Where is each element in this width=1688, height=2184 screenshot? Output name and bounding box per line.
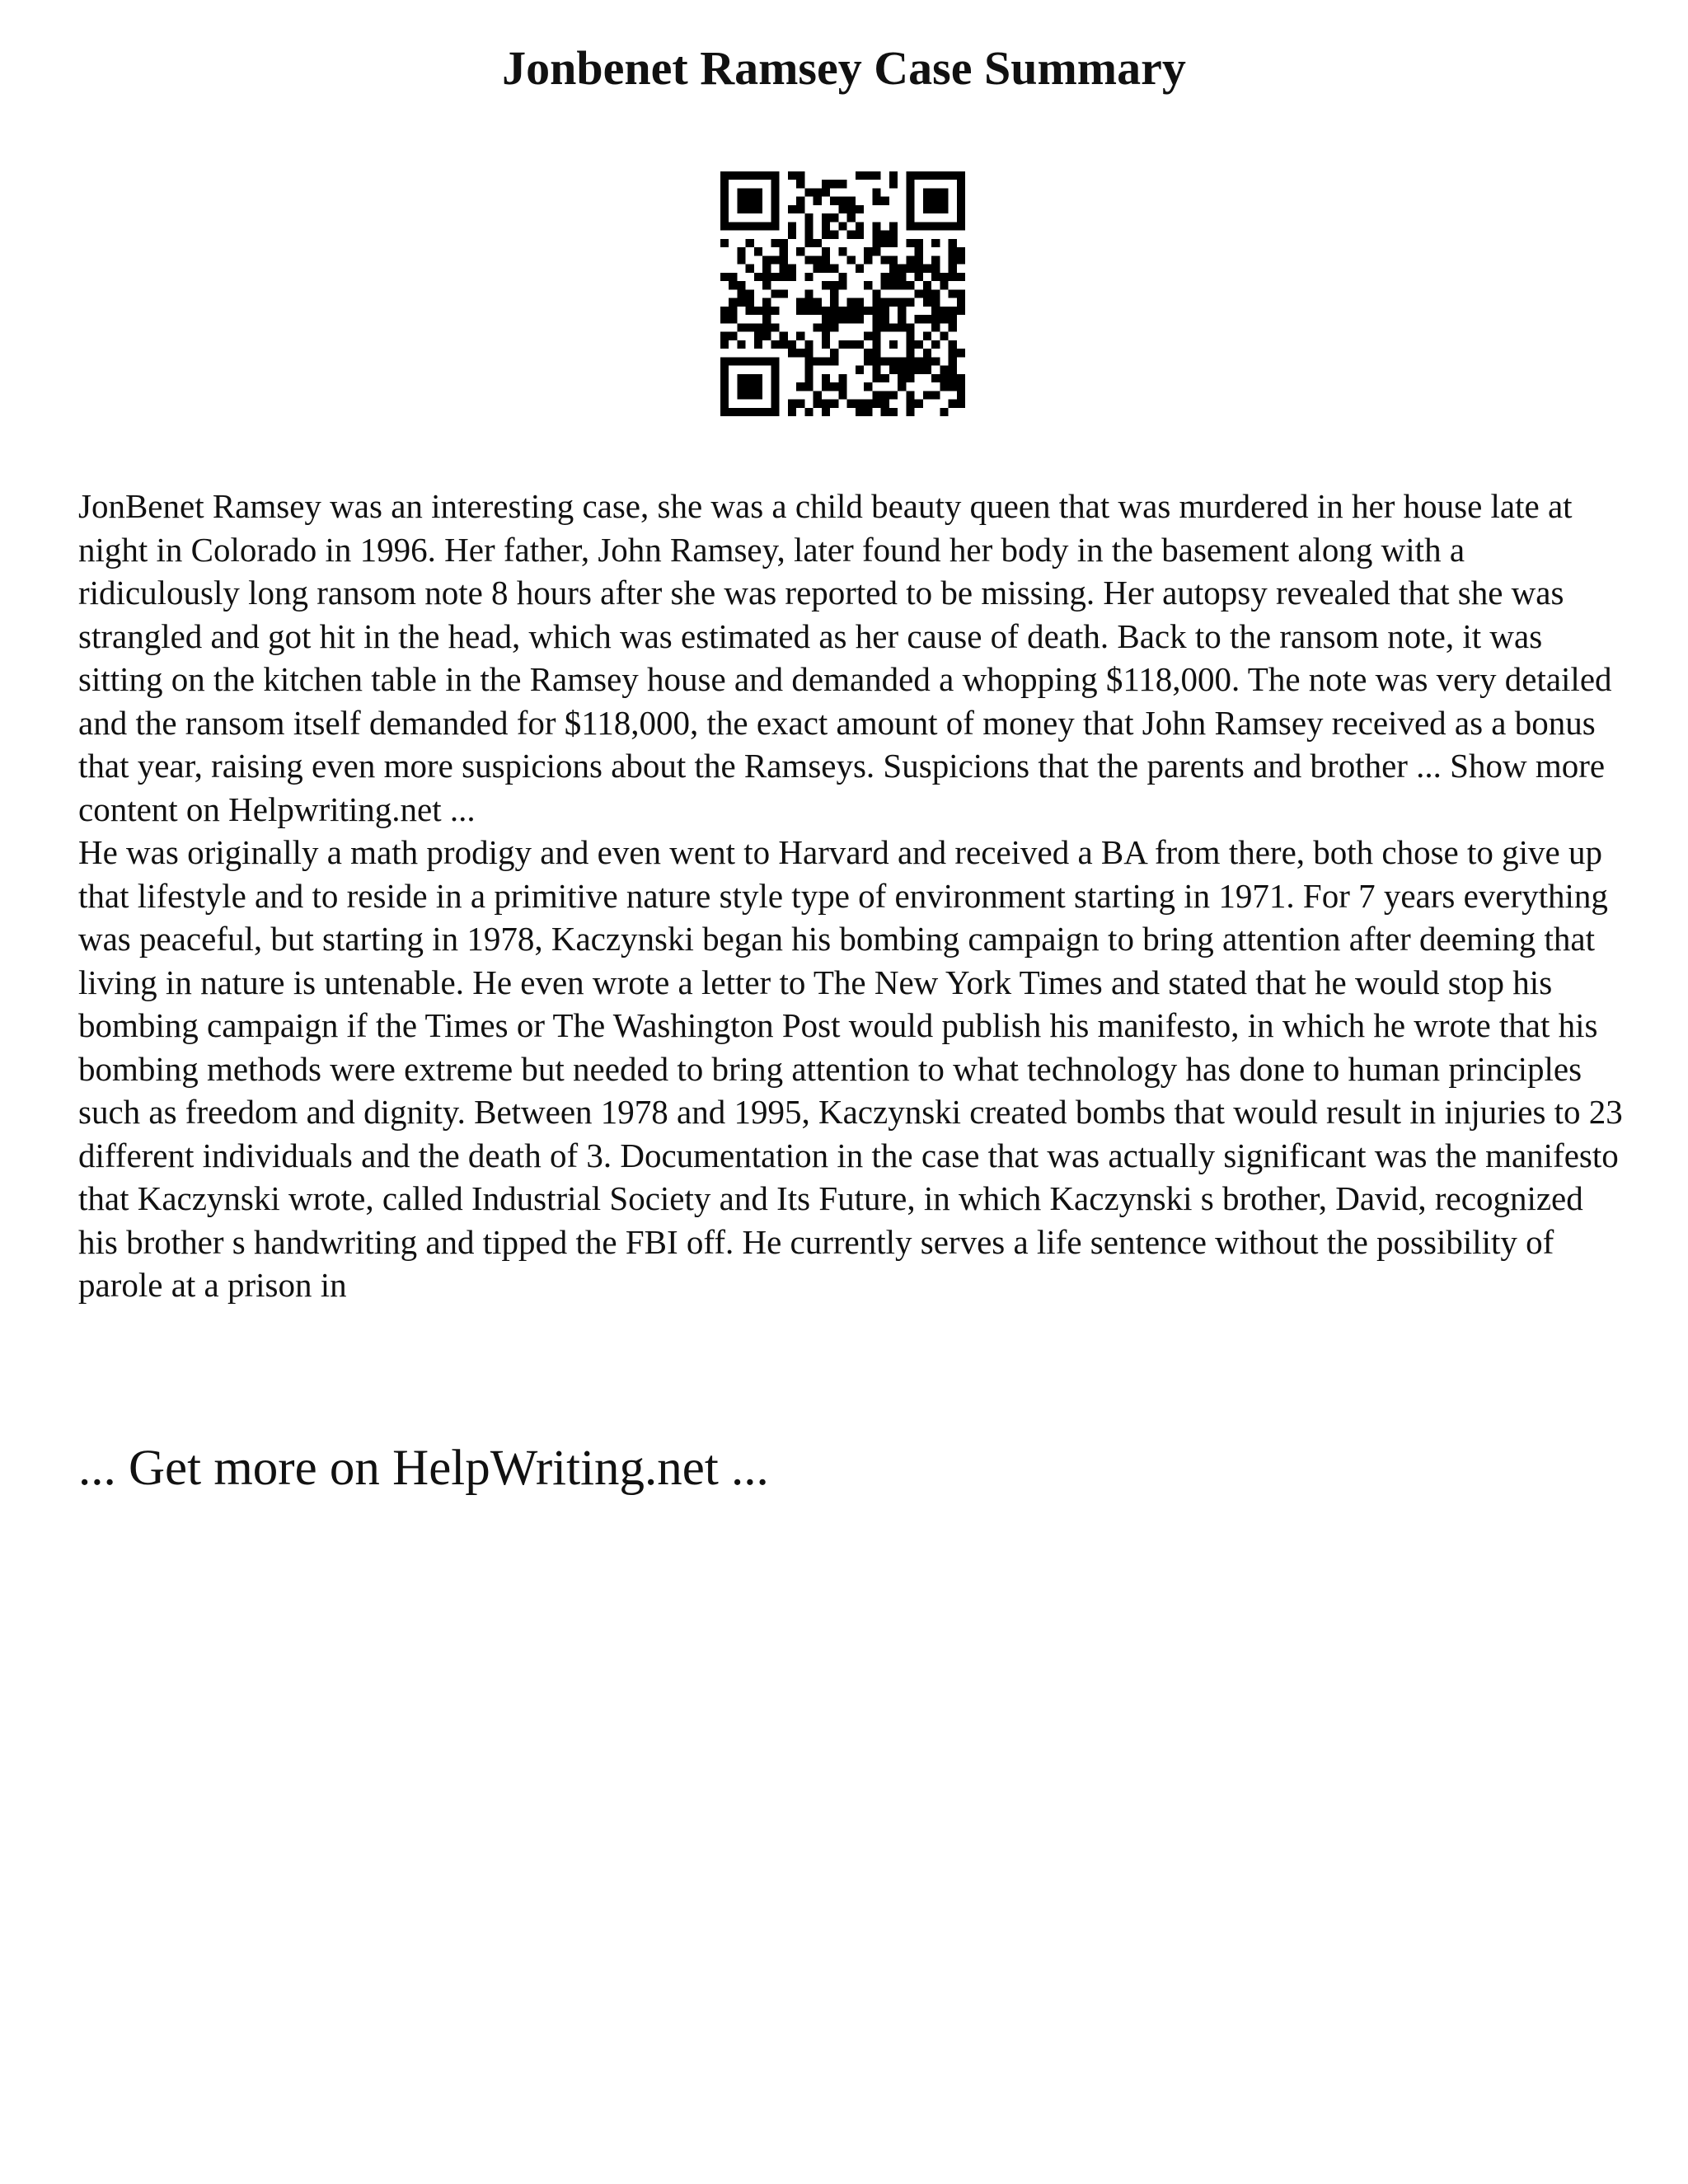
paragraph-2: He was originally a math prodigy and even went to Harvard and received a BA from there, both chose to give up that lifestyle and to reside in a primitive nature style type of environment starting in 1971. For 7 years everything was peaceful, but starting in 1978, Kaczynski began his bombing campaign to bring attention after deeming that living in nature is untenable. He even wrote a letter to The New York Times and stated that he would stop his bombing campaign if the Times or The Washington Post would publish his manifesto, in which he wrote that his bombing methods were extreme but needed to bring attention to what technology has done to human principles such as freedom and dignity. Between 1978 and 1995, Kaczynski created bombs that would result in injuries to 23 different individuals and the death of 3. Documentation in the case that was actually significant was the manifesto that Kaczynski wrote, called Industrial Society and Its Future, in which Kaczynski s brother, David, recognized his brother s handwriting and tipped the FBI off. He currently serves a life sentence without the possibility of parole at a prison in	[78, 833, 1623, 1304]
page-title: Jonbenet Ramsey Case Summary	[502, 41, 1186, 95]
get-more-link[interactable]: ... Get more on HelpWriting.net ...	[78, 1441, 769, 1496]
paragraph-1: JonBenet Ramsey was an interesting case, she was a child beauty queen that was murdered in her house late at night in Colorado in 1996. Her father, John Ramsey, later found her body in the basement along with a ridiculously long ransom note 8 hours after she was reported to be missing. Her autopsy revealed that she was strangled and got hit in the head, which was estimated as her cause of death. Back to the ransom note, it was sitting on the kitchen table in the Ramsey house and demanded a whopping $118,000. The note was very detailed and the ransom itself demanded for $118,000, the exact amount of money that John Ramsey received as a bonus that year, raising even more suspicions about the Ramseys. Suspicions that the parents and brother ... Show more content on Helpwriting.net ...	[78, 487, 1612, 828]
qr-code-icon[interactable]	[720, 171, 965, 416]
article-body	[78, 485, 1628, 1307]
